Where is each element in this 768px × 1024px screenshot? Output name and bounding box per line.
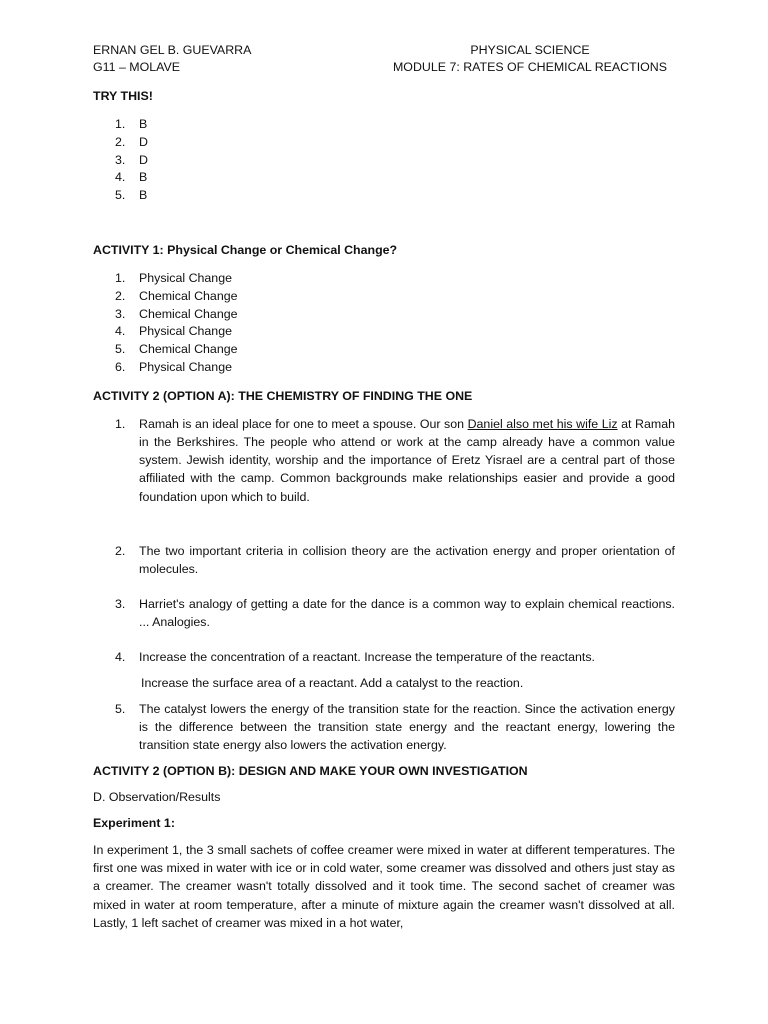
list-item: 4. Physical Change [115, 324, 232, 339]
list-item: 2. Chemical Change [115, 288, 238, 303]
subject-title: PHYSICAL SCIENCE [470, 43, 590, 57]
list-item: 3. Chemical Change [115, 306, 238, 321]
observation-heading: D. Observation/Results [93, 789, 221, 804]
list-item: 2. D [115, 134, 148, 149]
list-item: 2. The two important criteria in collision theory are the activation energy and proper orientation of molecules. [115, 543, 675, 576]
try-this-heading: TRY THIS! [93, 89, 153, 103]
experiment-heading: Experiment 1: [93, 815, 175, 830]
activity2a-answers [93, 415, 675, 755]
list-item: 1. Ramah is an ideal place for one to meet a spouse. Our son Daniel also met his wife Liz at Ramah in the Berkshires. The people who attend or work at the camp already have a common value system. Jewish identity, worship and the importance of Eretz Yisrael are a central part of those affiliated with the camp. Common backgrounds make relationships easier and provide a good foundation upon which to build. [115, 416, 675, 504]
activity2a-heading: ACTIVITY 2 (OPTION A): THE CHEMISTRY OF FINDING THE ONE [93, 388, 473, 403]
student-section: G11 – MOLAVE [93, 60, 180, 74]
list-item: 5. The catalyst lowers the energy of the transition state for the reaction. Since the activation energy is the difference between the transition state energy and the reactant energy, lowering the transition state energy also lowers the activation energy. [115, 702, 675, 753]
activity1-heading: ACTIVITY 1: Physical Change or Chemical Change? [93, 242, 398, 257]
document-page [93, 42, 675, 933]
list-item: 1. B [115, 117, 148, 131]
experiment-paragraph: In experiment 1, the 3 small sachets of coffee creamer were mixed in water at different temperatures. The first one was mixed in water with ice or in cold water, some creamer was dissolved and others just stay as a creamer. The creamer wasn't totally dissolved and it took time. The second sachet of creamer was mixed in water at room temperature, after a minute of mixture again the creamer wasn't dissolved at all. Lastly, 1 left sachet of creamer was mixed in a hot water, [93, 842, 675, 931]
underlined-text: Daniel also met his wife Liz [467, 416, 618, 431]
activity2b-heading: ACTIVITY 2 (OPTION B): DESIGN AND MAKE YOUR OWN INVESTIGATION [93, 763, 528, 778]
try-this-answers [93, 116, 675, 205]
activity1-answers [93, 270, 675, 377]
course-info [393, 42, 667, 76]
list-item: 3. D [115, 152, 148, 167]
list-item: 1. Physical Change [115, 270, 232, 285]
list-item: 5. Chemical Change [115, 342, 238, 357]
list-item-continuation: Increase the surface area of a reactant. Add a catalyst to the reaction. [141, 675, 524, 690]
list-item: 5. B [115, 188, 148, 203]
list-item: 3. Harriet's analogy of getting a date for the dance is a common way to explain chemical reactions. ... Analogies. [115, 597, 675, 630]
list-item: 4. B [115, 170, 148, 185]
student-name: ERNAN GEL B. GUEVARRA [93, 43, 252, 57]
module-title: MODULE 7: RATES OF CHEMICAL REACTIONS [392, 60, 667, 74]
list-item: 6. Physical Change [115, 359, 232, 374]
page-header [93, 42, 675, 78]
student-info [93, 42, 251, 76]
list-item: 4. Increase the concentration of a reactant. Increase the temperature of the reactants. Increase the surface area of a reactant. Add a catalyst to the reaction. [93, 648, 675, 692]
